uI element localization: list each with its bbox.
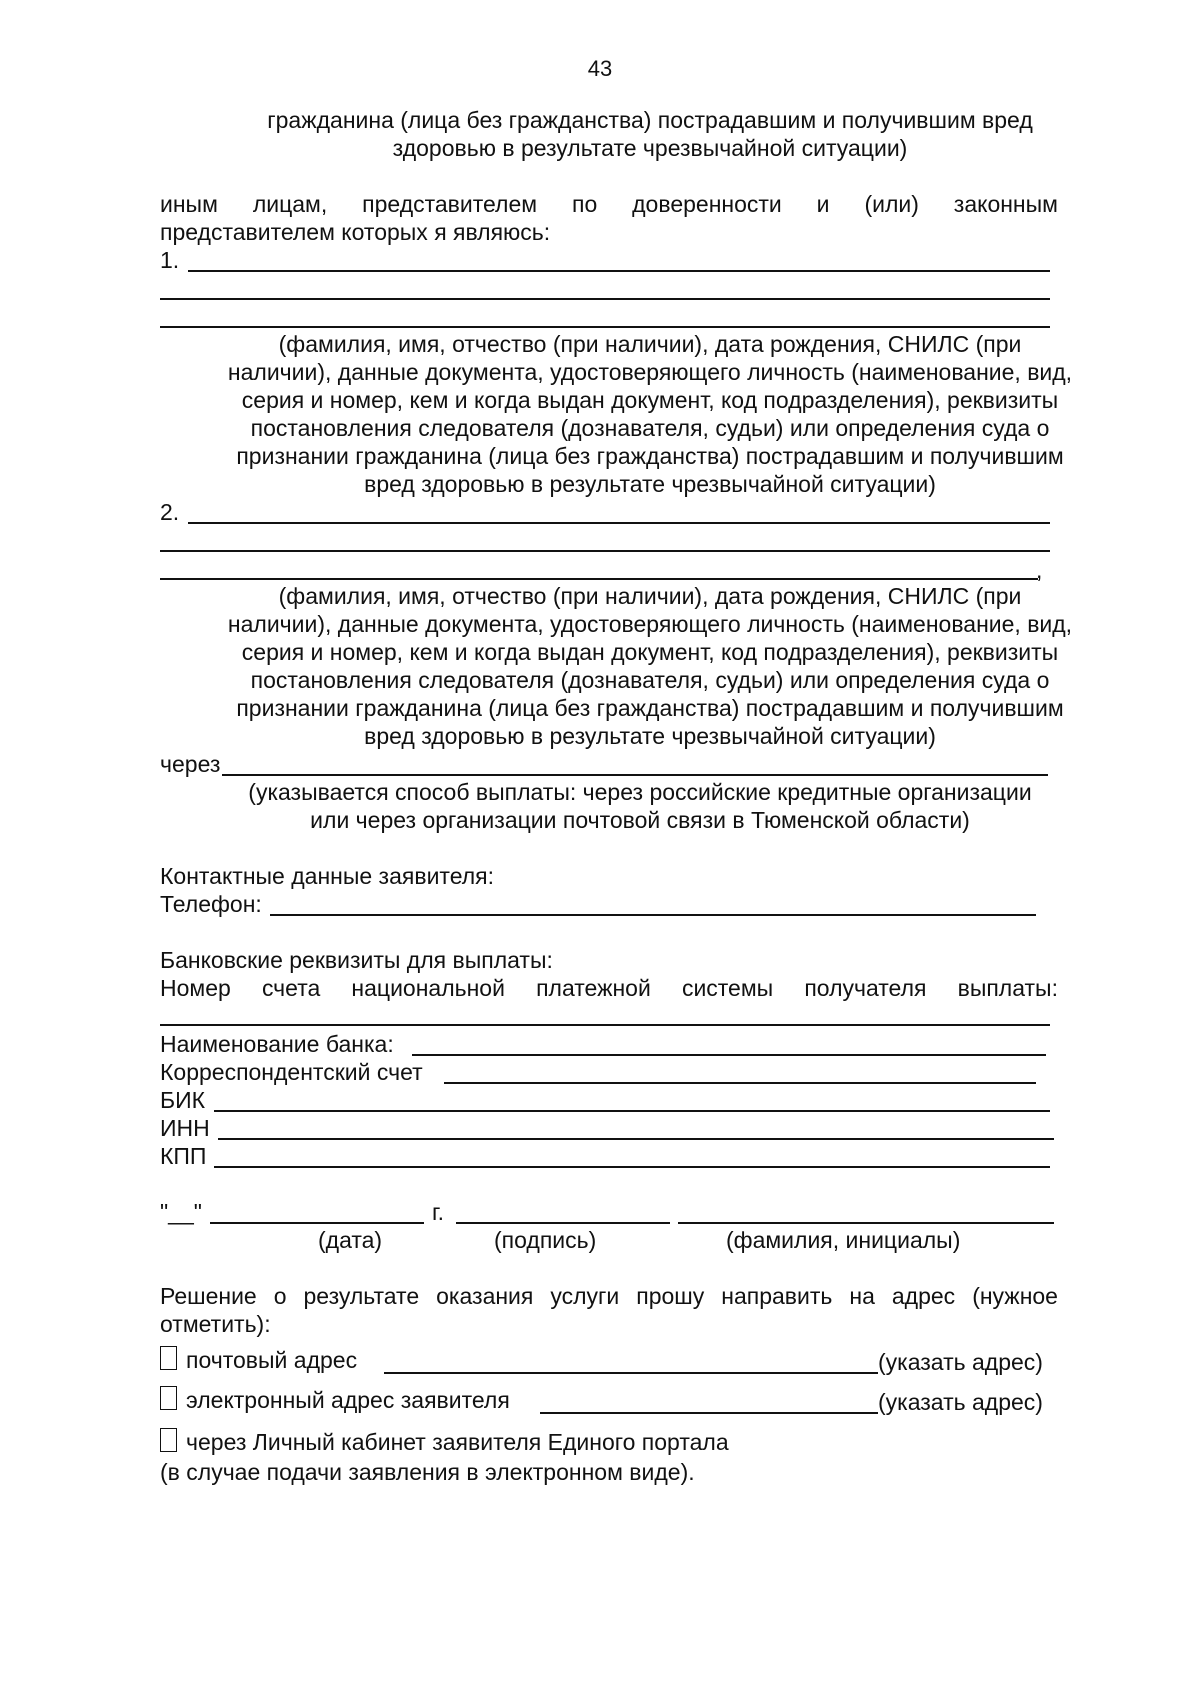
person-2-caption: признании гражданина (лица без гражданства) пострадавшим и получившим	[236, 695, 1064, 721]
option-postal[interactable]	[160, 1346, 357, 1374]
decision-word: о	[273, 1283, 287, 1309]
person-1-caption: постановления следователя (дознавателя, судьи) или определения суда о	[250, 415, 1050, 441]
item-2-field-line-3[interactable]	[160, 578, 1038, 580]
person-2-caption: серия и номер, кем и когда выдан документ, код подразделения), реквизиты	[241, 639, 1059, 665]
decision-word: оказания	[436, 1283, 534, 1309]
intro-word: по	[571, 191, 598, 217]
option-postal-label: почтовый адрес	[186, 1347, 358, 1373]
page-number: 43	[587, 56, 613, 81]
option-email[interactable]	[160, 1386, 510, 1414]
caption-line: гражданина (лица без гражданства) пострадавшим и получившим вред	[267, 107, 1033, 133]
intro-word: (или)	[864, 191, 919, 217]
kpp-field[interactable]	[214, 1166, 1050, 1168]
kpp-label: КПП	[160, 1143, 207, 1169]
intro-word: иным	[160, 191, 218, 217]
decision-word: результате	[303, 1283, 420, 1309]
decision-word: услуги	[550, 1283, 620, 1309]
account-line-word: национальной	[351, 975, 505, 1001]
phone-label: Телефон:	[160, 891, 262, 917]
name-caption: (фамилия, инициалы)	[726, 1227, 961, 1253]
year-suffix: г.	[432, 1199, 444, 1225]
person-1-caption: признании гражданина (лица без гражданства) пострадавшим и получившим	[236, 443, 1064, 469]
account-line-word: системы	[681, 975, 774, 1001]
intro-word: и	[816, 191, 830, 217]
item-1-field-line-2[interactable]	[160, 298, 1050, 300]
account-line-word: платежной	[536, 975, 651, 1001]
person-2-caption: наличии), данные документа, удостоверяющего личность (наименование, вид,	[227, 611, 1073, 637]
intro-word: доверенности	[632, 191, 782, 217]
caption-line: здоровью в результате чрезвычайной ситуации)	[392, 135, 908, 161]
date-month-field[interactable]	[210, 1222, 424, 1224]
postal-address-field[interactable]	[384, 1372, 878, 1374]
person-1-caption: наличии), данные документа, удостоверяющего личность (наименование, вид,	[227, 359, 1073, 385]
account-line-word: выплаты:	[957, 975, 1058, 1001]
account-line-word: Номер	[160, 975, 231, 1001]
person-2-caption: (фамилия, имя, отчество (при наличии), дата рождения, СНИЛС (при	[278, 583, 1022, 609]
phone-field[interactable]	[270, 914, 1036, 916]
bank-name-field[interactable]	[412, 1054, 1046, 1056]
date-caption: (дата)	[318, 1227, 383, 1253]
decision-line-justified	[160, 1282, 1058, 1310]
name-initials-field[interactable]	[678, 1222, 1054, 1224]
person-2-caption: вред здоровью в результате чрезвычайной ситуации)	[364, 723, 936, 749]
bik-label: БИК	[160, 1087, 206, 1113]
option-postal-hint: (указать адрес)	[878, 1349, 1043, 1375]
contact-heading: Контактные данные заявителя:	[160, 863, 494, 889]
via-caption: (указывается способ выплаты: через российские кредитные организации	[248, 779, 1032, 805]
decision-word: адрес	[891, 1283, 956, 1309]
checkbox-email[interactable]	[160, 1386, 177, 1410]
item-2-field-line-1[interactable]	[188, 522, 1050, 524]
final-note: (в случае подачи заявления в электронном виде).	[160, 1459, 695, 1485]
option-email-hint: (указать адрес)	[878, 1389, 1043, 1415]
comma: ,	[1036, 557, 1043, 583]
account-line-word: получателя	[804, 975, 927, 1001]
account-number-field[interactable]	[160, 1024, 1050, 1026]
checkbox-portal[interactable]	[160, 1428, 177, 1452]
option-portal[interactable]	[160, 1428, 729, 1456]
decision-word: направить	[721, 1283, 833, 1309]
decision-word: Решение	[160, 1283, 257, 1309]
signature-field[interactable]	[456, 1222, 670, 1224]
date-day: "__"	[160, 1199, 202, 1225]
decision-line: отметить):	[160, 1311, 271, 1337]
inn-field[interactable]	[218, 1138, 1054, 1140]
email-address-field[interactable]	[540, 1412, 878, 1414]
person-1-caption: вред здоровью в результате чрезвычайной ситуации)	[364, 471, 936, 497]
account-line-justified	[160, 974, 1058, 1002]
bank-name-label: Наименование банка:	[160, 1031, 394, 1057]
option-portal-label: через Личный кабинет заявителя Единого портала	[186, 1429, 729, 1455]
signature-caption: (подпись)	[494, 1227, 597, 1253]
decision-word: (нужное	[972, 1283, 1058, 1309]
bik-field[interactable]	[214, 1110, 1050, 1112]
inn-label: ИНН	[160, 1115, 210, 1141]
intro-word: представителем	[362, 191, 538, 217]
person-2-caption: постановления следователя (дознавателя, судьи) или определения суда о	[250, 667, 1050, 693]
item-1-label: 1.	[160, 247, 180, 273]
intro-line: представителем которых я являюсь:	[160, 219, 551, 245]
via-caption: или через организации почтовой связи в Тюменской области)	[310, 807, 970, 833]
person-1-caption: серия и номер, кем и когда выдан документ, код подразделения), реквизиты	[241, 387, 1059, 413]
intro-line-justified	[160, 190, 1058, 218]
checkbox-postal[interactable]	[160, 1346, 177, 1370]
person-1-caption: (фамилия, имя, отчество (при наличии), дата рождения, СНИЛС (при	[278, 331, 1022, 357]
decision-word: на	[849, 1283, 875, 1309]
item-2-label: 2.	[160, 499, 180, 525]
via-field[interactable]	[222, 774, 1048, 776]
decision-word: прошу	[636, 1283, 705, 1309]
corr-account-label: Корреспондентский счет	[160, 1059, 423, 1085]
item-2-field-line-2[interactable]	[160, 550, 1050, 552]
intro-word: законным	[953, 191, 1058, 217]
account-line-word: счета	[261, 975, 321, 1001]
option-email-label: электронный адрес заявителя	[186, 1387, 510, 1413]
corr-account-field[interactable]	[444, 1082, 1036, 1084]
via-label: через	[160, 751, 221, 777]
intro-word: лицам,	[252, 191, 328, 217]
item-1-field-line-1[interactable]	[188, 270, 1050, 272]
item-1-field-line-3[interactable]	[160, 326, 1050, 328]
bank-heading: Банковские реквизиты для выплаты:	[160, 947, 553, 973]
